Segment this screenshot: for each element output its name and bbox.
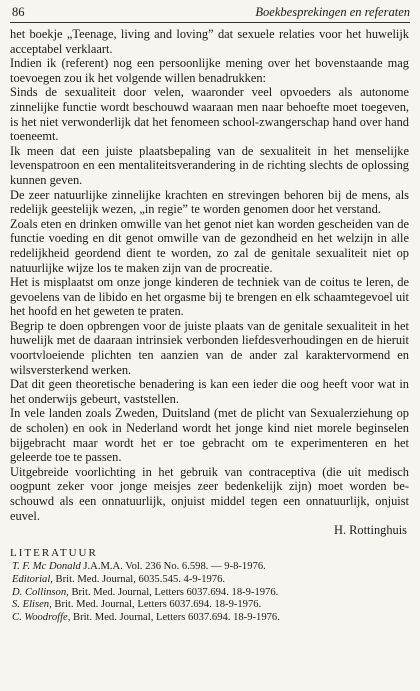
reference-item <box>10 587 409 600</box>
paragraph: Het is misplaatst om onze jonge kinderen de techniek van de coitus te leren, de gevoelens van de libido en het orgasme bij te brengen en elk schaamtegevoel uit het hoofd en het geweten te praten. <box>10 275 409 319</box>
reference-author: T. F. Mc Donald <box>12 561 81 573</box>
reference-author: D. Collinson, <box>12 586 69 598</box>
running-header <box>10 4 410 23</box>
paragraph: Begrip te doen opbrengen voor de juiste plaats van de genitale sexualiteit in het huwelijk met de daaraan intrinsiek verbonden liefdesverhoudingen en de hieruit voortvloeiende plichten ten aanzien van de ander zal karaktervormend en wilsversterkend werken. <box>10 318 409 377</box>
reference-source: Brit. Med. Journal, Letters 6037.694. 18-9-1976. <box>51 599 262 611</box>
reference-author: S. Elisen, <box>12 599 52 611</box>
reference-item <box>10 561 409 574</box>
paragraph: het boekje „Teenage, living and loving” dat sexuele relaties voor het huwelijk acceptabel verklaart. <box>10 27 409 56</box>
page-number: 86 <box>12 5 25 19</box>
reference-item <box>10 574 409 587</box>
reference-source: J.A.M.A. Vol. 236 No. 6.598. — 9-8-1976. <box>80 561 266 573</box>
reference-list <box>10 561 409 624</box>
paragraph: Zoals eten en drinken omwille van het genot niet kan worden gescheiden van de functie voeding en dit genot omwille van de gezondheid en het welzijn in alle redelijkheid geordend dient te worden, zo zal de genitale sexualiteit niet op natuurlijke wijze los te maken zijn van de procreatie. <box>10 216 409 275</box>
paragraph: Uitgebreide voorlichting in het gebruik van contraceptiva (die uit medisch oogpunt zeker voor jonge meisjes zeer bedenkelijk zijn) moet worden beschouwd als een onnatuurlijk, onjuist middel tegen een onnatuurlijk, onjuist euvel. <box>10 464 409 523</box>
article-body <box>10 27 409 624</box>
reference-item <box>10 599 409 612</box>
reference-source: Brit. Med. Journal, Letters 6037.694. 18-9-1976. <box>68 586 279 598</box>
reference-author: C. Woodroffe, <box>12 611 71 623</box>
paragraph: Sinds de sexualiteit door velen, waaronder veel opvoeders als autonome zinnelijke functie wordt beschouwd waaraan men naar behoefte moet toegeven, is het niet verwonderlijk dat het fenomeen school-zwangerschap hand over hand toeneemt. <box>10 85 409 144</box>
paragraph: Ik meen dat een juiste plaatsbepaling van de sexualiteit in het menselijke levenspatroon en een mentaliteitsverandering in de richting slechts de oplossing kunnen geven. <box>10 143 409 187</box>
paragraph: Indien ik (referent) nog een persoonlijke mening over het bovenstaande mag toevoegen zou ik het volgende willen benadrukken: <box>10 56 409 85</box>
paragraph: Dat dit geen theoretische benadering is kan een ieder die oog heeft voor wat in het onderwijs gebeurt, vaststellen. <box>10 377 409 406</box>
paragraph: In vele landen zoals Zweden, Duitsland (met de plicht van Sexualerziehung op de scholen) en ook in Nederland wordt het jonge kind niet morele beginselen bijgebracht maar wordt het er toe gebracht om te experimenteren en het geleerde toe te passen. <box>10 406 409 465</box>
reference-author: Editorial, <box>12 573 53 585</box>
paragraph: De zeer natuurlijke zinnelijke krachten en strevingen behoren bij de mens, als redelijk geestelijk wezen, „in regie” te worden genomen door het verstand. <box>10 187 409 217</box>
author-signature: H. Rottinghuis <box>334 523 407 538</box>
literature-heading: LITERATUUR <box>10 546 98 559</box>
running-title: Boekbesprekingen en referaten <box>255 5 410 19</box>
reference-source: Brit. Med. Journal, 6035.545. 4-9-1976. <box>52 573 226 585</box>
reference-source: Brit. Med. Journal, Letters 6037.694. 18-9-1976. <box>70 611 280 623</box>
reference-item <box>10 612 409 625</box>
